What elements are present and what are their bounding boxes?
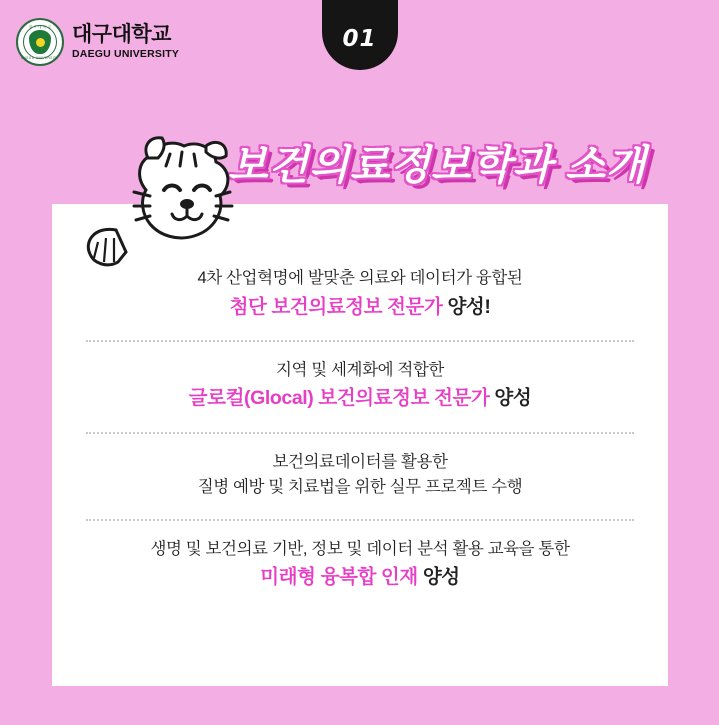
university-name-kr: 대구대학교 (72, 23, 171, 47)
intro-line-1: 보건의료데이터를 활용한 (272, 452, 448, 471)
page-title-text: 보건의료정보학과 소개 (228, 142, 647, 188)
intro-block (80, 521, 640, 611)
university-logo-lockup (16, 18, 179, 66)
tiger-mascot-icon (54, 92, 244, 272)
page-number: 01 (342, 26, 377, 52)
intro-highlight: 글로컬(Glocal) 보건의료정보 전문가 (188, 387, 490, 410)
university-name-en: DAEGU UNIVERSITY (72, 48, 180, 61)
intro-line-2 (80, 562, 640, 592)
page-number-tab (322, 0, 398, 70)
intro-block (80, 342, 640, 432)
emblem-ring-text-top: 대 구 대 학 교 (28, 25, 52, 29)
intro-line-1: 지역 및 세계화에 적합한 (276, 360, 444, 379)
daegu-university-emblem-icon (16, 18, 64, 66)
page-title (228, 132, 688, 194)
intro-line-2: 질병 예방 및 치료법을 위한 실무 프로젝트 수행 (197, 478, 523, 497)
intro-blocks (80, 256, 640, 610)
content-card (52, 204, 668, 686)
intro-tail: 양성! (442, 295, 491, 318)
emblem-ring-text-bottom: DAEGU UNIVERSITY (21, 56, 59, 60)
intro-tail: 양성 (417, 566, 460, 589)
intro-line-2 (80, 292, 640, 322)
intro-tail: 양성 (489, 387, 532, 410)
intro-line-1: 4차 산업혁명에 발맞춘 의료와 데이터가 융합된 (197, 269, 523, 287)
intro-line-2 (80, 383, 640, 413)
university-name (72, 24, 179, 60)
intro-line-1: 생명 및 보건의료 기반, 정보 및 데이터 분석 활용 교육을 통한 (150, 539, 570, 558)
intro-highlight: 첨단 보건의료정보 전문가 (229, 295, 443, 318)
top-bar (0, 0, 719, 84)
intro-highlight: 미래형 융복합 인재 (260, 566, 418, 589)
intro-block (80, 434, 640, 519)
